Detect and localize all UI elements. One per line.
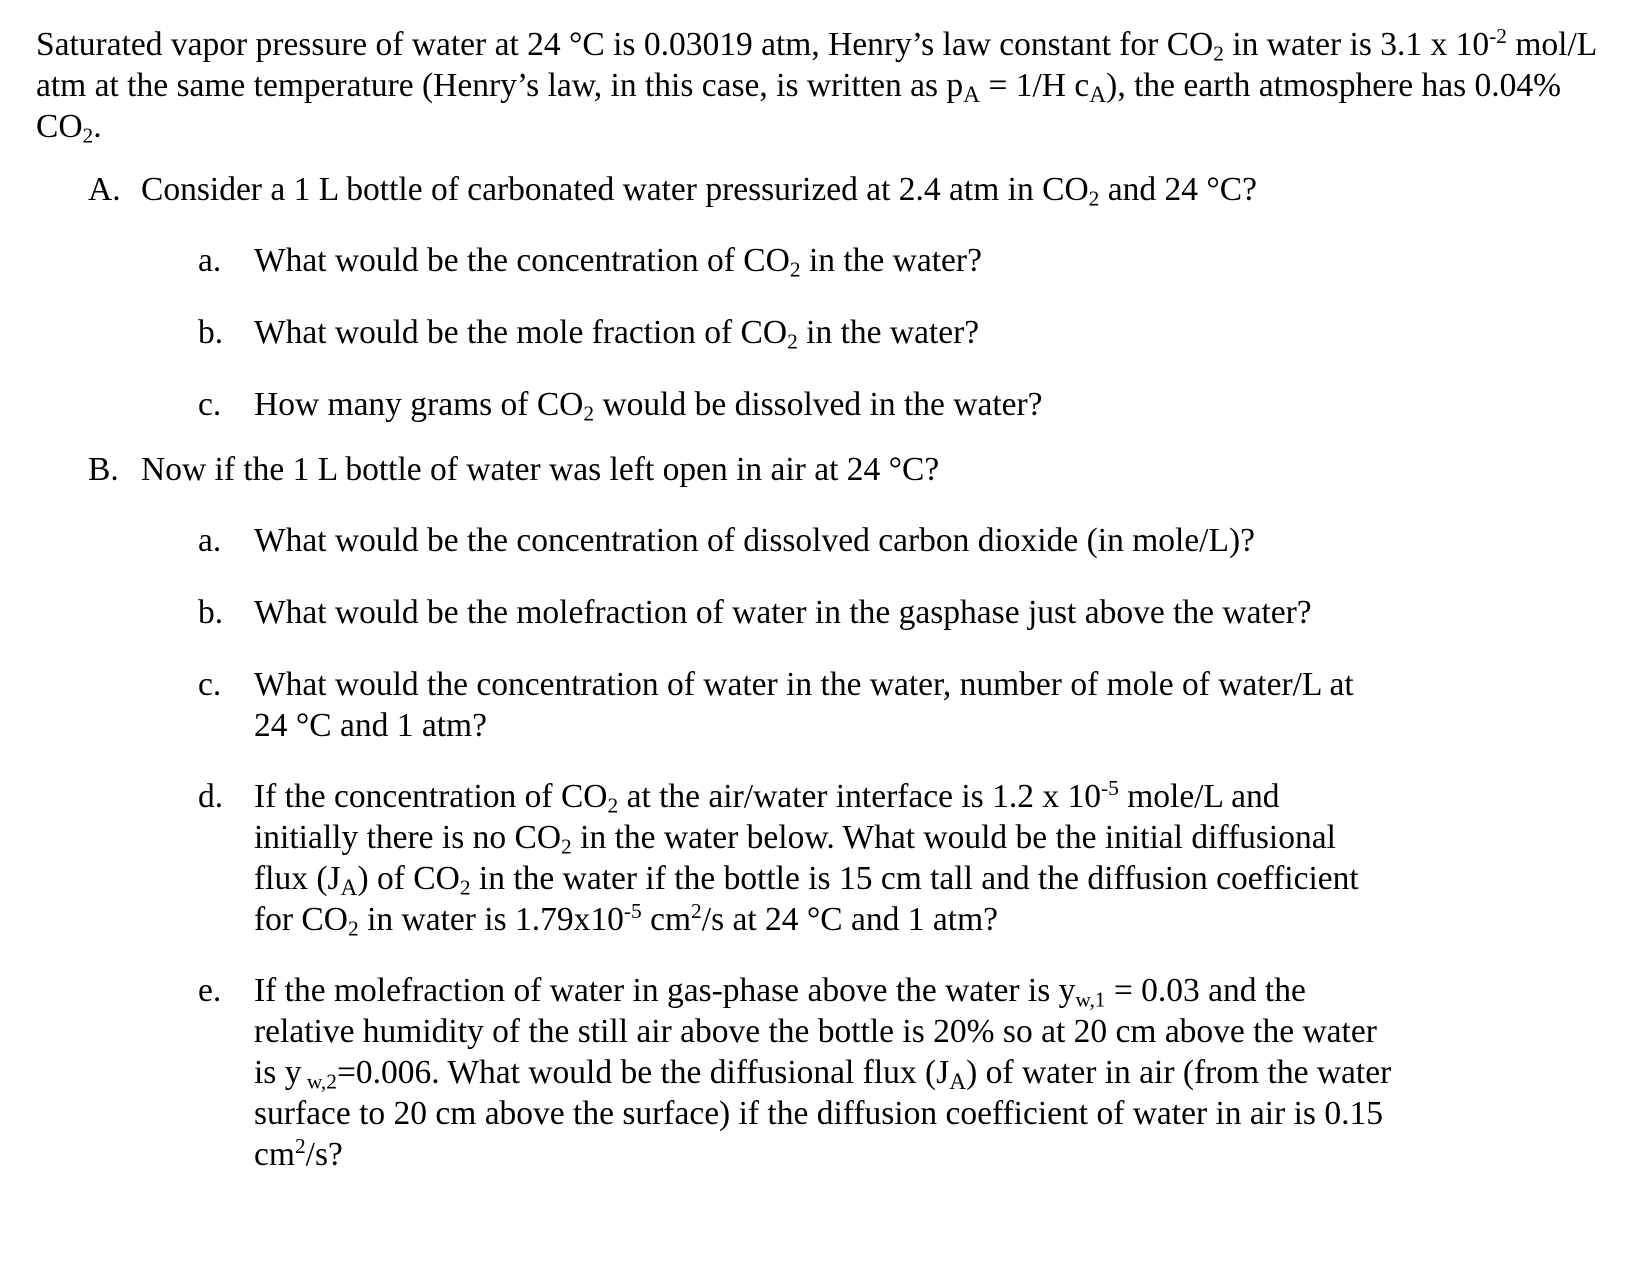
intro-text: mol/L atm at the same temperature (Henry’s law, in this case, is written as p (36, 26, 1597, 104)
section-text: and 24 °C? (1099, 171, 1257, 208)
subscript: 2 (561, 834, 572, 859)
question-text: How many grams of CO (254, 386, 584, 423)
subscript: w,1 (1075, 987, 1106, 1012)
question-letter: b. (198, 594, 224, 631)
subscript: w,2 (301, 1069, 338, 1094)
question-letter: c. (198, 666, 222, 703)
question-text: in the water below. What would be the initial diffusional flux (J (254, 819, 1336, 897)
section-letter: A. (88, 171, 121, 208)
question-b-d (36, 776, 1626, 940)
subscript: 2 (789, 257, 801, 282)
section-b (36, 449, 1626, 1175)
subscript: 2 (1213, 41, 1224, 66)
intro-text: = 1/H c (980, 67, 1090, 104)
superscript: -2 (1489, 24, 1507, 49)
question-text: /s at 24 °C and 1 atm? (701, 901, 998, 938)
question-text: What would be the molefraction of water in the gasphase just above the water? (254, 594, 1312, 631)
subscript: 2 (82, 123, 94, 148)
superscript: 2 (294, 1134, 306, 1159)
section-text: Consider a 1 L bottle of carbonated water pressurized at 2.4 atm in CO (141, 171, 1089, 208)
question-text: ) of water in air (from the water surface to 20 cm above the surface) if the diffusion coefficient of water in air is 0.15 cm (254, 1054, 1392, 1173)
subscript: 2 (1088, 186, 1100, 211)
section-text: Now if the 1 L bottle of water was left open in air at 24 °C? (141, 451, 940, 488)
question-text: in the water? (800, 242, 982, 279)
intro-text: Saturated vapor pressure of water at 24 °C is 0.03019 atm, Henry’s law constant for CO (36, 26, 1214, 63)
question-letter: c. (198, 386, 222, 423)
question-a-c (36, 384, 1626, 425)
section-b-heading (36, 449, 1626, 490)
question-text: =0.006. What would be the diffusional flux (J (337, 1054, 950, 1091)
subscript: 2 (787, 329, 798, 354)
subscript: A (340, 874, 358, 901)
subscript: A (949, 1068, 967, 1095)
question-b-c (36, 664, 1626, 746)
question-text: What would be the concentration of dissolved carbon dioxide (in mole/L)? (254, 522, 1255, 559)
question-text: cm (641, 901, 692, 938)
question-text: If the concentration of CO (254, 778, 608, 815)
question-text: mole/L and initially there is no CO (254, 778, 1280, 856)
question-a-a (36, 240, 1626, 281)
question-text-line: 24 °C and 1 atm? (254, 707, 487, 744)
question-text: in the water if the bottle is 15 cm tall and the diffusion coefficient for CO (254, 860, 1359, 938)
question-letter: a. (198, 242, 222, 279)
intro-text: in water is 3.1 x 10 (1223, 26, 1490, 63)
intro-text: . (93, 108, 102, 145)
subscript: A (1089, 81, 1107, 108)
section-a-heading (36, 169, 1626, 210)
document (36, 24, 1626, 1175)
question-text: What would be the mole fraction of CO (254, 314, 788, 351)
question-letter: e. (198, 972, 222, 1009)
intro-paragraph (36, 24, 1626, 147)
section-letter: B. (88, 451, 119, 488)
question-letter: b. (198, 314, 224, 351)
subscript: 2 (607, 793, 619, 818)
intro-text: ), the earth atmosphere has 0.04% CO (36, 67, 1562, 145)
section-a (36, 169, 1626, 425)
question-letter: d. (198, 778, 224, 815)
question-text: If the molefraction of water in gas-phase above the water is y (254, 972, 1076, 1009)
subscript: 2 (347, 916, 359, 941)
question-b-b (36, 592, 1626, 633)
superscript: -5 (623, 899, 642, 924)
subscript: A (963, 81, 981, 108)
question-text: ) of CO (357, 860, 460, 897)
question-b-a (36, 520, 1626, 561)
question-text: /s? (305, 1136, 343, 1173)
question-text: in water is 1.79x10 (358, 901, 624, 938)
question-b-e (36, 970, 1626, 1175)
superscript: 2 (691, 899, 702, 924)
question-text-line: What would the concentration of water in the water, number of mole of water/L at (254, 666, 1354, 703)
question-text: = 0.03 and the relative humidity of the still air above the bottle is 20% so at 20 cm above the water is y (254, 972, 1377, 1091)
question-text: at the air/water interface is 1.2 x 10 (618, 778, 1101, 815)
question-text: would be dissolved in the water? (594, 386, 1043, 423)
question-text: What would be the concentration of CO (254, 242, 790, 279)
superscript: -5 (1100, 776, 1119, 801)
question-a-b (36, 312, 1626, 353)
question-letter: a. (198, 522, 222, 559)
subscript: 2 (459, 875, 471, 900)
subscript: 2 (583, 401, 595, 426)
question-text: in the water? (797, 314, 980, 351)
